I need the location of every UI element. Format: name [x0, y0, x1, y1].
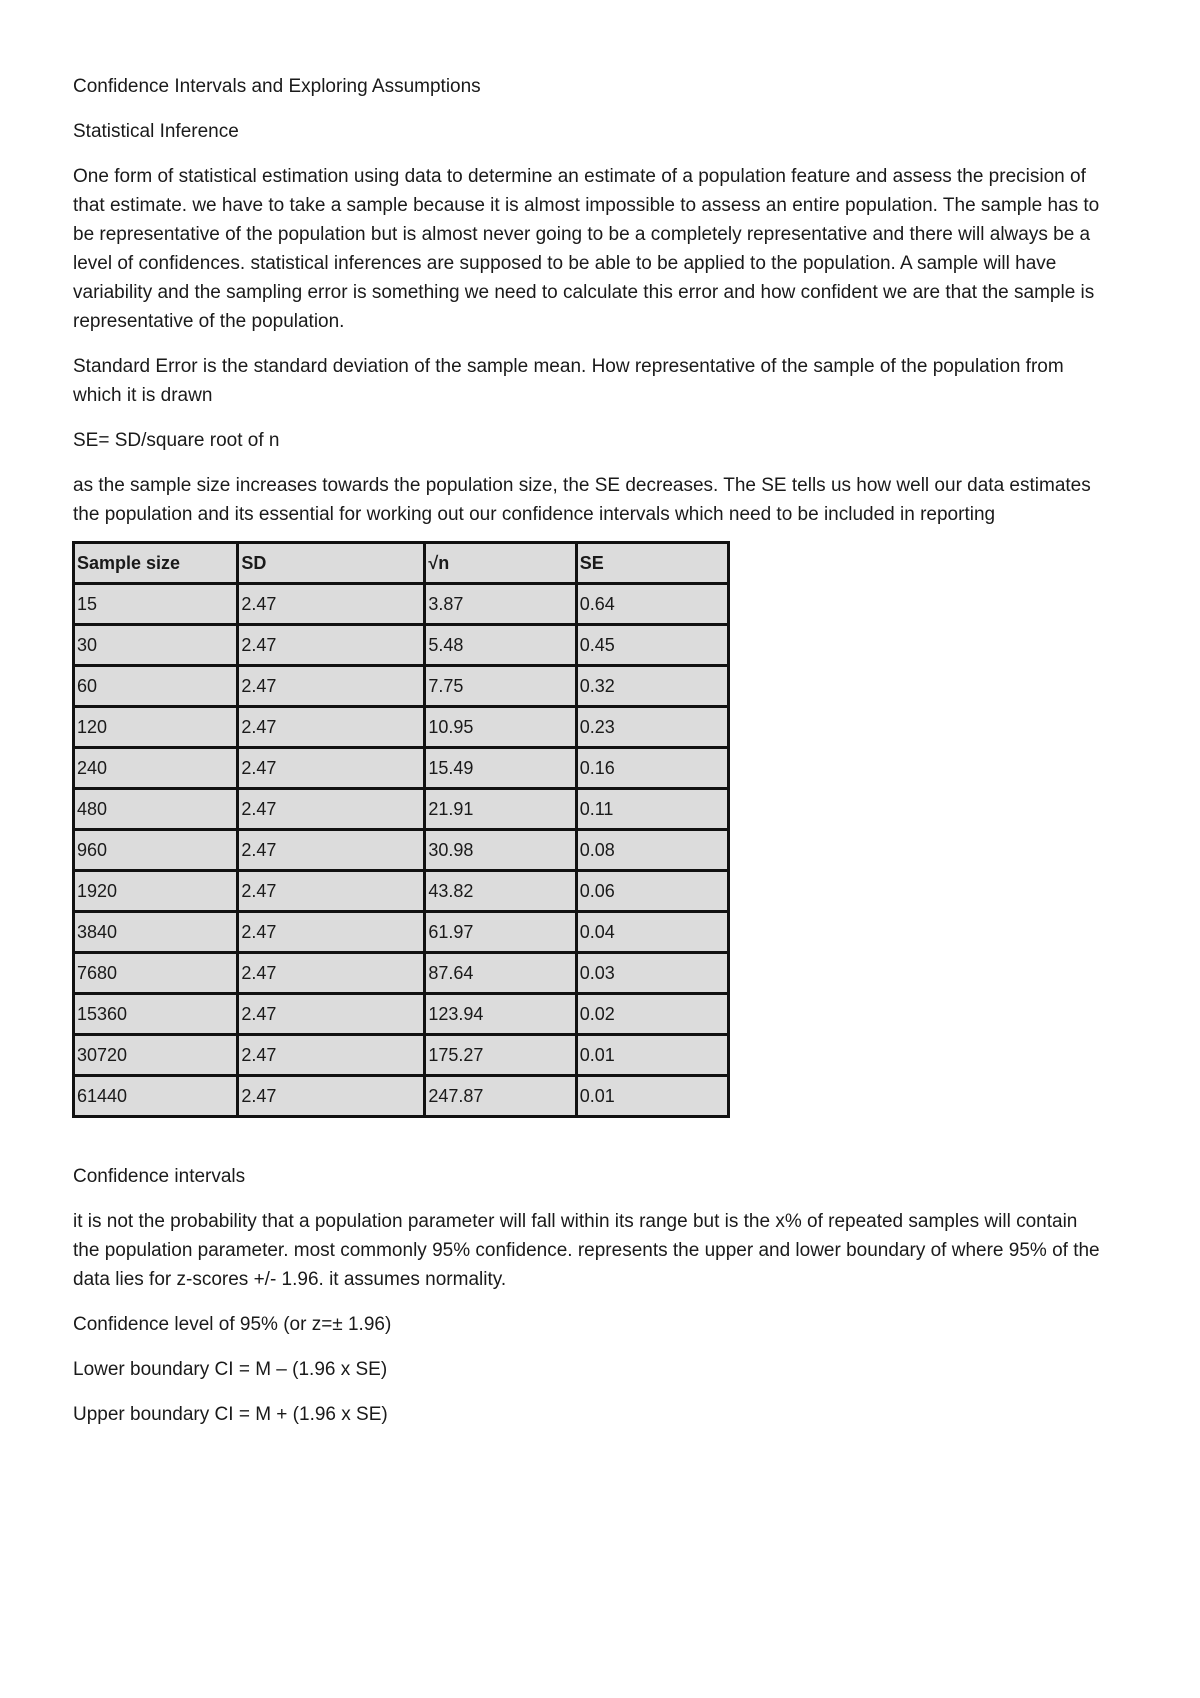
cell-sample-size: 3840: [74, 912, 238, 953]
cell-se: 0.11: [576, 789, 728, 830]
header-se: SE: [576, 543, 728, 584]
cell-se: 0.02: [576, 994, 728, 1035]
cell-se: 0.16: [576, 748, 728, 789]
cell-sqrt-n: 247.87: [425, 1076, 576, 1117]
cell-sqrt-n: 87.64: [425, 953, 576, 994]
cell-sd: 2.47: [238, 707, 425, 748]
cell-sample-size: 30: [74, 625, 238, 666]
lower-boundary-formula: Lower boundary CI = M – (1.96 x SE): [73, 1359, 388, 1380]
cell-sample-size: 1920: [74, 871, 238, 912]
cell-sample-size: 7680: [74, 953, 238, 994]
cell-sqrt-n: 5.48: [425, 625, 576, 666]
cell-sample-size: 61440: [74, 1076, 238, 1117]
cell-sqrt-n: 43.82: [425, 871, 576, 912]
cell-se: 0.01: [576, 1076, 728, 1117]
paragraph-confidence-intervals: it is not the probability that a population parameter will fall within its range but is the x% of repeated samples will contain the population parameter. most commonly 95% confidence. represents the upper and lower boundary of where 95% of the data lies for z-scores +/- 1.96. it assumes normality.: [73, 1211, 1100, 1290]
cell-sample-size: 240: [74, 748, 238, 789]
cell-sd: 2.47: [238, 830, 425, 871]
cell-sqrt-n: 10.95: [425, 707, 576, 748]
confidence-level-line: Confidence level of 95% (or z=± 1.96): [73, 1314, 392, 1335]
cell-se: 0.03: [576, 953, 728, 994]
table-row: [74, 584, 729, 625]
standard-error-table: [72, 541, 730, 1118]
cell-se: 0.01: [576, 1035, 728, 1076]
cell-sqrt-n: 30.98: [425, 830, 576, 871]
table-row: [74, 912, 729, 953]
cell-sd: 2.47: [238, 748, 425, 789]
cell-sd: 2.47: [238, 912, 425, 953]
cell-sd: 2.47: [238, 584, 425, 625]
cell-sample-size: 480: [74, 789, 238, 830]
cell-sd: 2.47: [238, 871, 425, 912]
header-sample-size: Sample size: [74, 543, 238, 584]
cell-se: 0.23: [576, 707, 728, 748]
table-row: [74, 1035, 729, 1076]
table-row: [74, 707, 729, 748]
cell-sd: 2.47: [238, 625, 425, 666]
cell-sd: 2.47: [238, 1035, 425, 1076]
table-row: [74, 953, 729, 994]
cell-se: 0.06: [576, 871, 728, 912]
cell-sd: 2.47: [238, 953, 425, 994]
cell-sample-size: 15360: [74, 994, 238, 1035]
section-heading-confidence-intervals: Confidence intervals: [73, 1166, 246, 1187]
table-header-row: [74, 543, 729, 584]
cell-sample-size: 60: [74, 666, 238, 707]
cell-se: 0.04: [576, 912, 728, 953]
formula-standard-error: SE= SD/square root of n: [73, 430, 280, 451]
cell-se: 0.64: [576, 584, 728, 625]
table-body: [74, 584, 729, 1117]
cell-sqrt-n: 21.91: [425, 789, 576, 830]
cell-sample-size: 120: [74, 707, 238, 748]
document-title: Confidence Intervals and Exploring Assumptions: [73, 76, 481, 97]
cell-sqrt-n: 175.27: [425, 1035, 576, 1076]
section-heading-statistical-inference: Statistical Inference: [73, 121, 239, 142]
paragraph-standard-error-definition: Standard Error is the standard deviation of the sample mean. How representative of the sample of the population from which it is drawn: [73, 356, 1064, 406]
header-sd: SD: [238, 543, 425, 584]
cell-sd: 2.47: [238, 1076, 425, 1117]
table-row: [74, 1076, 729, 1117]
cell-sqrt-n: 123.94: [425, 994, 576, 1035]
cell-se: 0.45: [576, 625, 728, 666]
cell-sqrt-n: 61.97: [425, 912, 576, 953]
cell-sqrt-n: 7.75: [425, 666, 576, 707]
header-sqrt-n: √n: [425, 543, 576, 584]
table-row: [74, 748, 729, 789]
cell-sqrt-n: 15.49: [425, 748, 576, 789]
table-row: [74, 871, 729, 912]
paragraph-statistical-inference: One form of statistical estimation using data to determine an estimate of a population feature and assess the precision of that estimate. we have to take a sample because it is almost impossible to assess an entire population. The sample has to be representative of the population but is almost never going to be a completely representative and there will always be a level of confidences. statistical inferences are supposed to be able to be applied to the population. A sample will have variability and the sampling error is something we need to calculate this error and how confident we are that the sample is representative of the population.: [73, 166, 1100, 332]
table-row: [74, 625, 729, 666]
table-row: [74, 994, 729, 1035]
cell-sd: 2.47: [238, 666, 425, 707]
upper-boundary-formula: Upper boundary CI = M + (1.96 x SE): [73, 1404, 388, 1425]
cell-se: 0.32: [576, 666, 728, 707]
cell-se: 0.08: [576, 830, 728, 871]
cell-sqrt-n: 3.87: [425, 584, 576, 625]
table-row: [74, 830, 729, 871]
cell-sample-size: 960: [74, 830, 238, 871]
cell-sd: 2.47: [238, 789, 425, 830]
paragraph-standard-error-explanation: as the sample size increases towards the population size, the SE decreases. The SE tells us how well our data estimates the population and its essential for working out our confidence intervals which need to be included in reporting: [73, 475, 1091, 525]
cell-sample-size: 30720: [74, 1035, 238, 1076]
table-row: [74, 789, 729, 830]
table-row: [74, 666, 729, 707]
cell-sample-size: 15: [74, 584, 238, 625]
cell-sd: 2.47: [238, 994, 425, 1035]
